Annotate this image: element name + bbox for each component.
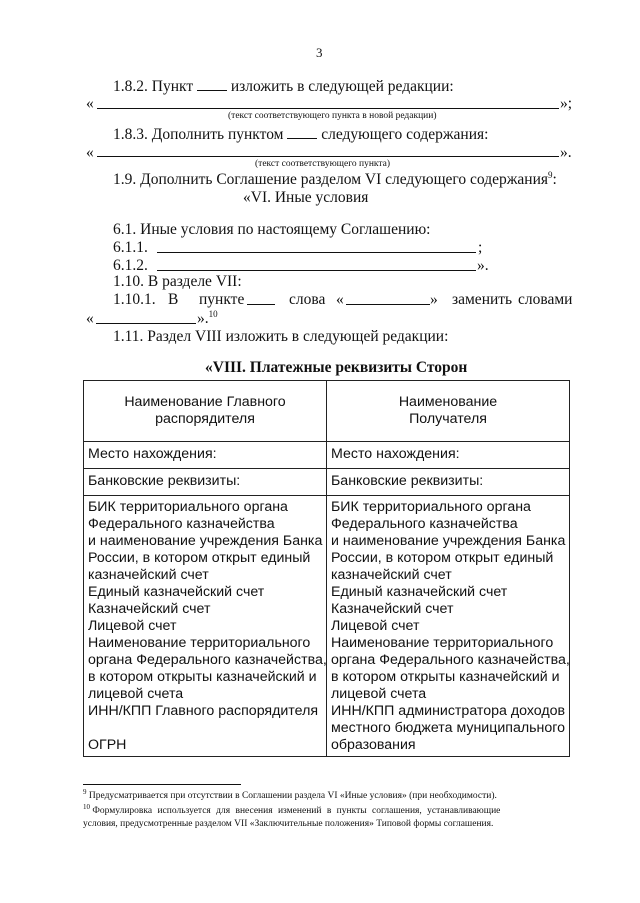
detail-line: органа Федерального казначейства,: [331, 652, 570, 668]
detail-line: Наименование территориального: [88, 635, 311, 651]
old-words-blank: [346, 304, 430, 305]
footnote-9-number: 9: [83, 788, 87, 796]
paragraph-6-1-2-tail: ».: [477, 257, 489, 274]
detail-line: лицевой счета: [88, 686, 184, 702]
paragraph-6-1-2-label: 6.1.2.: [113, 257, 148, 274]
paragraph-1-10: 1.10. В разделе VII:: [113, 273, 242, 290]
paragraph-6-1: 6.1. Иные условия по настоящему Соглашению:: [113, 221, 431, 238]
detail-line-empty: [88, 720, 322, 737]
detail-line: органа Федерального казначейства,: [88, 652, 327, 668]
detail-line: образования: [331, 737, 416, 753]
paragraph-6-1-1-tail: ;: [478, 239, 483, 256]
detail-line: ИНН/КПП администратора доходов: [331, 703, 566, 719]
location-left: Место нахождения:: [84, 442, 327, 469]
paragraph-1-8-2-suffix: изложить в следующей редакции:: [230, 78, 454, 95]
detail-line: Единый казначейский счет: [331, 584, 508, 600]
footnote-9: [83, 790, 569, 802]
paragraph-1-9: [113, 171, 557, 189]
caption-point-text: (текст соответствующего пункта): [255, 159, 391, 169]
paragraph-1-10-1-a: 1.10.1.: [113, 291, 156, 308]
paragraph-1-8-3: [113, 125, 488, 144]
paragraph-1-11: 1.11. Раздел VIII изложить в следующей редакции:: [113, 328, 449, 345]
detail-line: лицевой счета: [331, 686, 427, 702]
paragraph-1-10-1-c: пункте: [199, 291, 245, 308]
table-row-location: [84, 442, 570, 469]
paragraph-6-1-1: [113, 239, 148, 257]
new-text-blank-line: [97, 108, 559, 109]
location-right: Место нахождения:: [327, 442, 570, 469]
header-recipient: [327, 381, 570, 442]
paragraph-1-9-tail: :: [552, 171, 557, 188]
detail-line: Наименование территориального: [331, 635, 554, 651]
paragraph-1-10-1-h: словами: [518, 291, 573, 308]
footnote-9-text: Предусматривается при отсутствии в Соглашении раздела VI «Иные условия» (при необходимости).: [88, 791, 497, 801]
details-right: [327, 496, 570, 757]
footnote-10: [83, 805, 569, 817]
footnote-10-text: Формулировка используется для внесения изменений в пункты соглашения, устанавливающие: [92, 806, 501, 816]
condition-1-blank-line: [157, 252, 476, 253]
paragraph-1-10-1-g: заменить: [452, 291, 513, 308]
detail-line: России, в котором открыт единый: [331, 550, 554, 566]
paragraph-1-10-1-close: [197, 310, 218, 328]
point-number-blank: [197, 77, 227, 91]
table-row-bank: [84, 469, 570, 496]
header-right-line: Наименование: [398, 394, 498, 410]
detail-line: ИНН/КПП Главного распорядителя: [88, 703, 319, 719]
detail-line: казначейский счет: [88, 567, 209, 583]
bank-left: Банковские реквизиты:: [84, 469, 327, 496]
paragraph-1-8-3-prefix: 1.8.3. Дополнить пунктом: [113, 126, 284, 143]
header-left-line: Наименование Главного: [124, 394, 286, 410]
detail-line: в котором открыты казначейский и: [331, 669, 560, 685]
condition-2-blank-line: [157, 270, 476, 271]
details-left: [84, 496, 327, 757]
caption-new-text: (текст соответствующего пункта в новой редакции): [228, 111, 437, 121]
paragraph-1-8-3-suffix: следующего содержания:: [321, 126, 489, 143]
footnote-separator: [83, 784, 241, 785]
paragraph-1-9-text: 1.9. Дополнить Соглашение разделом VI следующего содержания: [113, 171, 549, 188]
paragraph-1-10-1-f: »: [430, 291, 438, 308]
footnote-10-number: 10: [83, 803, 90, 811]
detail-line: казначейский счет: [331, 567, 452, 583]
detail-line: Единый казначейский счет: [88, 584, 265, 600]
detail-line: Казначейский счет: [331, 601, 454, 617]
footnote-10-continued: условия, предусмотренные разделом VII «Заключительные положения» Типовой формы соглашения.: [83, 819, 494, 829]
point-text-blank-line: [97, 156, 559, 157]
header-right-line: Получателя: [409, 411, 487, 427]
quote-close-2: ».: [560, 144, 572, 161]
detail-line: в котором открыты казначейский и: [88, 669, 317, 685]
new-words-blank: [96, 323, 196, 324]
detail-line: и наименование учреждения Банка: [88, 533, 323, 549]
paragraph-1-10-1-e: «: [336, 291, 344, 308]
bank-right: Банковские реквизиты:: [327, 469, 570, 496]
footnote-ref-9: 9: [548, 170, 553, 180]
quote-open-1: «: [86, 95, 94, 112]
detail-line: Лицевой счет: [88, 618, 177, 634]
paragraph-1-10-1-d: слова: [289, 291, 326, 308]
quote-open-2: «: [86, 144, 94, 161]
detail-line: России, в котором открыт единый: [88, 550, 311, 566]
header-left-line: распорядителя: [155, 411, 255, 427]
quote-open-3: «: [86, 310, 94, 327]
detail-line: местного бюджета муниципального: [331, 720, 566, 736]
paragraph-1-8-2: [113, 77, 454, 96]
section-viii-title: «VIII. Платежные реквизиты Сторон: [205, 359, 468, 376]
header-chief-administrator: [84, 381, 327, 442]
paragraph-1-8-2-prefix: 1.8.2. Пункт: [113, 78, 194, 95]
payment-requisites-table: [83, 380, 570, 757]
table-row-details: [84, 496, 570, 757]
paragraph-1-10-1-b: В: [168, 291, 179, 308]
detail-line: БИК территориального органа: [88, 499, 288, 515]
point-number-blank: [287, 125, 317, 139]
detail-line: БИК территориального органа: [331, 499, 531, 515]
detail-line: Казначейский счет: [88, 601, 211, 617]
quote-close-1: »;: [560, 95, 573, 112]
detail-line: и наименование учреждения Банка: [331, 533, 566, 549]
section-vi-title: «VI. Иные условия: [243, 189, 369, 206]
detail-line: Лицевой счет: [331, 618, 420, 634]
point-blank-short: [247, 304, 275, 305]
detail-line: ОГРН: [88, 737, 127, 753]
quote-close-3: ».: [197, 310, 209, 327]
detail-line: Федерального казначейства: [88, 516, 275, 532]
paragraph-6-1-1-label: 6.1.1.: [113, 239, 148, 256]
footnote-ref-10: 10: [208, 309, 218, 319]
detail-line: Федерального казначейства: [331, 516, 518, 532]
table-header-row: [84, 381, 570, 442]
page-number: 3: [316, 45, 323, 60]
